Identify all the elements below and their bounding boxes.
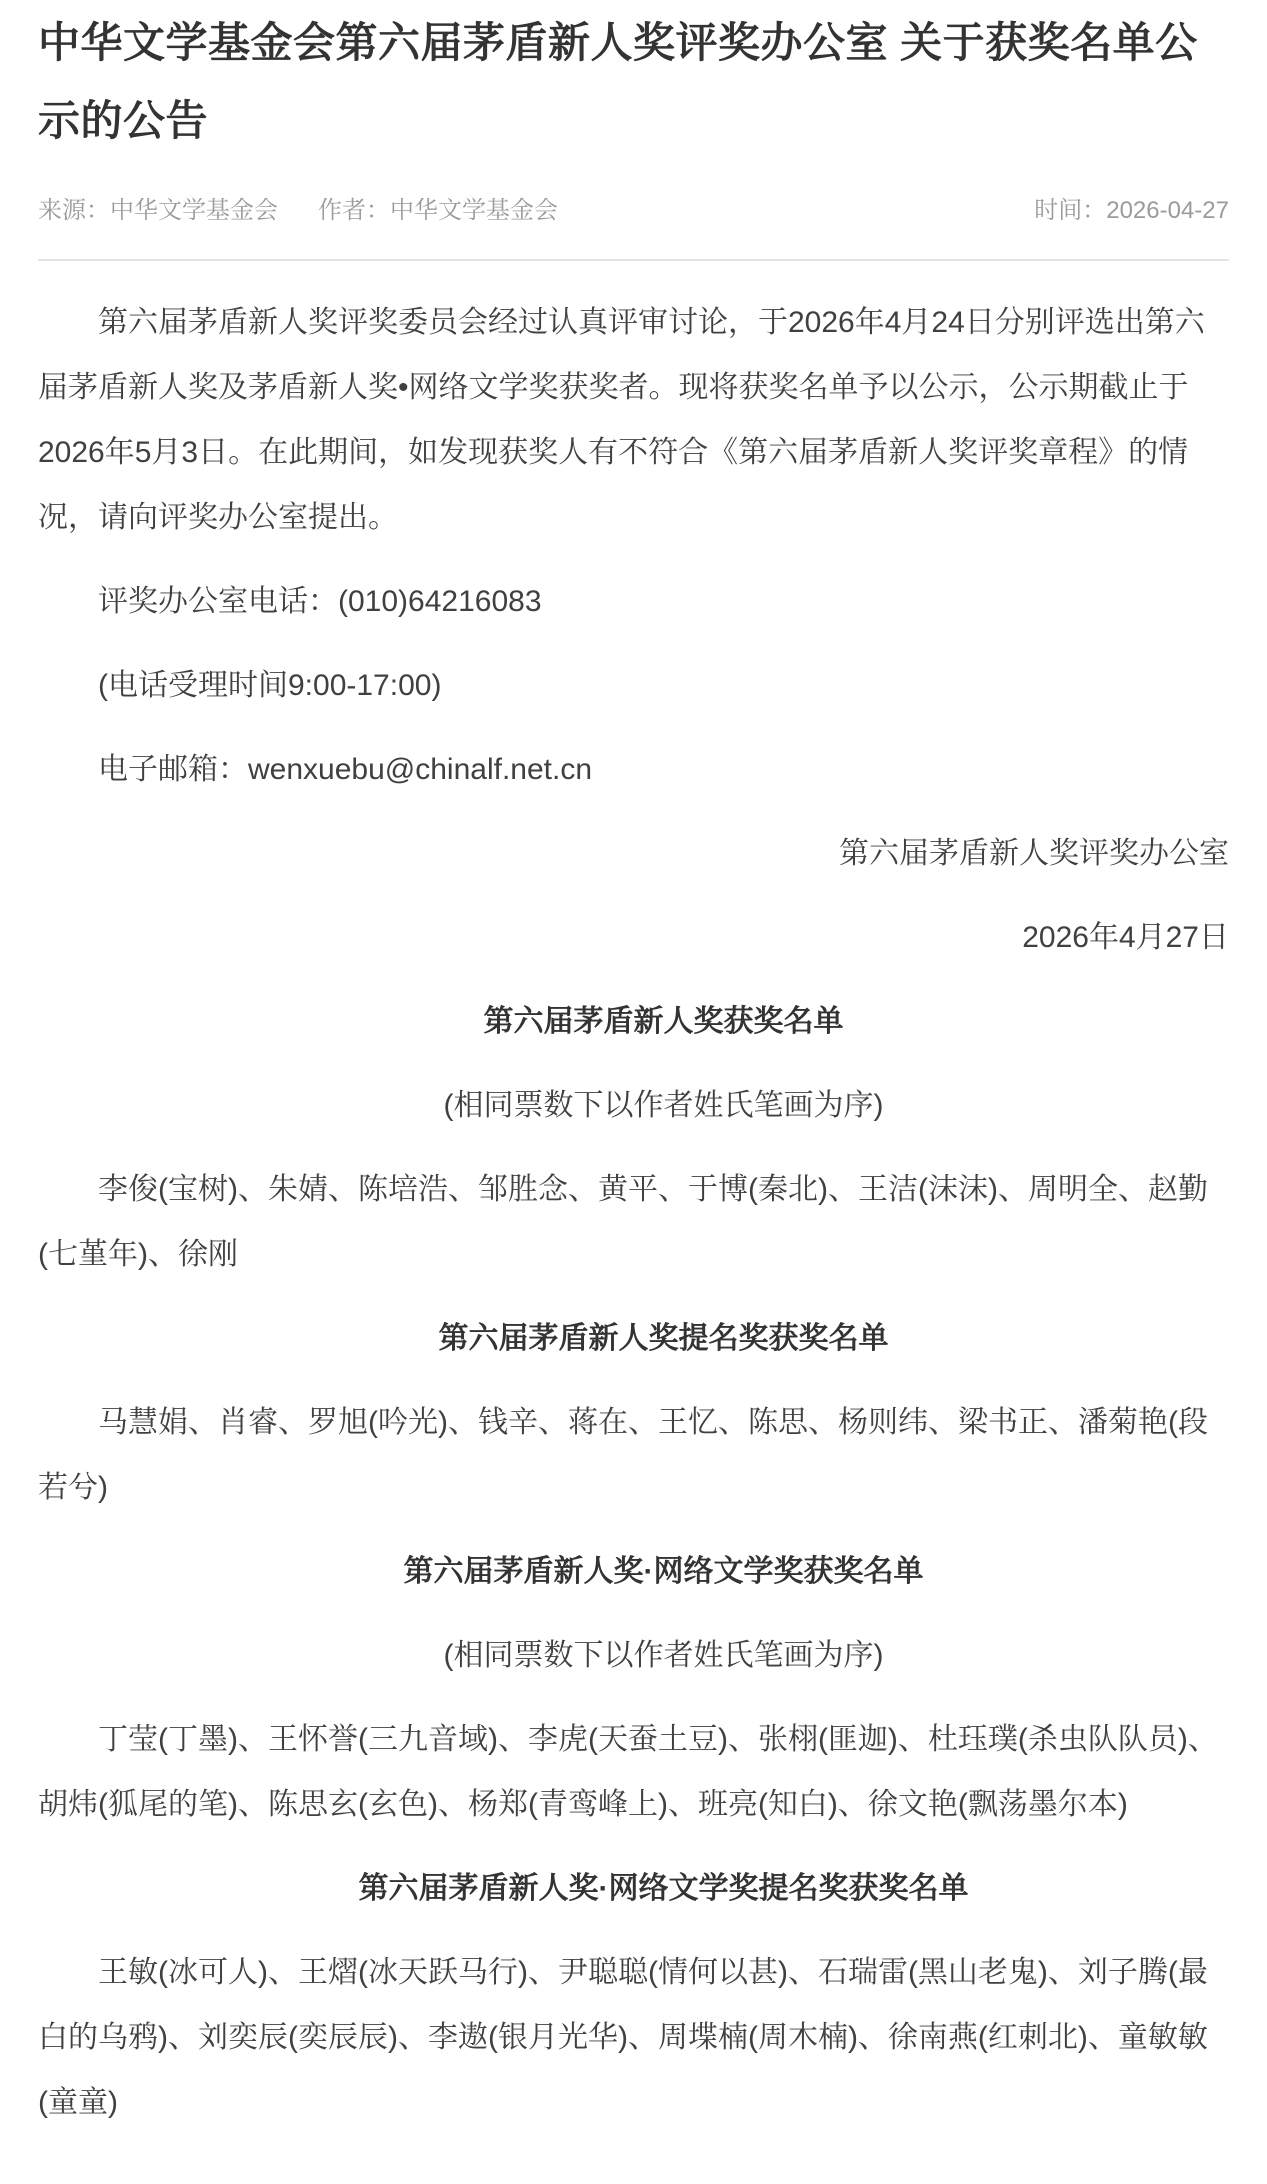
section-heading-web-literature-award: 第六届茅盾新人奖·网络文学奖获奖名单 <box>403 1555 924 1588</box>
article-body <box>38 261 1229 2135</box>
announcement-paragraph: 第六届茅盾新人奖评奖委员会经过认真评审讨论，于2026年4月24日分别评选出第六届茅盾新人奖及茅盾新人奖•网络文学奖获奖者。现将获奖名单予以公示，公示期截止于2026年5月3日。在此期间，如发现获奖人有不符合《第六届茅盾新人奖评奖章程》的情况，请向评奖办公室提出。 <box>38 306 1205 534</box>
phone-hours-line: (电话受理时间9:00-17:00) <box>98 669 442 702</box>
winner-list-nomination-award: 马慧娟、肖睿、罗旭(吟光)、钱辛、蒋在、王忆、陈思、杨则纬、梁书正、潘菊艳(段若兮) <box>38 1406 1208 1504</box>
page-title: 中华文学基金会第六届茅盾新人奖评奖办公室 关于获奖名单公示的公告 <box>38 19 1198 144</box>
meta-source: 来源：中华文学基金会 <box>38 197 278 224</box>
winner-list-main-award: 李俊(宝树)、朱婧、陈培浩、邹胜念、黄平、于博(秦北)、王洁(沫沫)、周明全、赵勤(七堇年)、徐刚 <box>38 1173 1208 1271</box>
sort-note-line: (相同票数下以作者姓氏笔画为序) <box>443 1089 884 1122</box>
phone-line: 评奖办公室电话：(010)64216083 <box>98 585 542 618</box>
section-heading-nomination-award: 第六届茅盾新人奖提名奖获奖名单 <box>438 1322 889 1355</box>
section-heading-main-award: 第六届茅盾新人奖获奖名单 <box>483 1005 844 1038</box>
meta-author: 作者：中华文学基金会 <box>318 197 558 224</box>
meta-left-group <box>38 190 558 225</box>
winner-list-web-literature-nomination-award: 王敏(冰可人)、王熠(冰天跃马行)、尹聪聪(情何以甚)、石瑞雷(黑山老鬼)、刘子腾(最白的乌鸦)、刘奕辰(奕辰辰)、李遨(银月光华)、周堞楠(周木楠)、徐南燕(红刺北)、童敏敏(童童) <box>38 1956 1208 2119</box>
article-meta-row <box>38 190 1229 261</box>
section-heading-web-literature-nomination-award: 第六届茅盾新人奖·网络文学奖提名奖获奖名单 <box>358 1872 969 1905</box>
email-line: 电子邮箱：wenxuebu@chinalf.net.cn <box>98 753 593 786</box>
winner-list-web-literature-award: 丁莹(丁墨)、王怀誉(三九音域)、李虎(天蚕土豆)、张栩(匪迦)、杜珏璞(杀虫队队员)、胡炜(狐尾的笔)、陈思玄(玄色)、杨郑(青鸾峰上)、班亮(知白)、徐文艳(飘荡墨尔本) <box>38 1723 1218 1821</box>
signature-line: 第六届茅盾新人奖评奖办公室 <box>839 837 1229 870</box>
sort-note-line: (相同票数下以作者姓氏笔画为序) <box>443 1639 884 1672</box>
signature-date-line: 2026年4月27日 <box>1022 921 1229 954</box>
meta-time: 时间：2026-04-27 <box>1034 197 1229 224</box>
